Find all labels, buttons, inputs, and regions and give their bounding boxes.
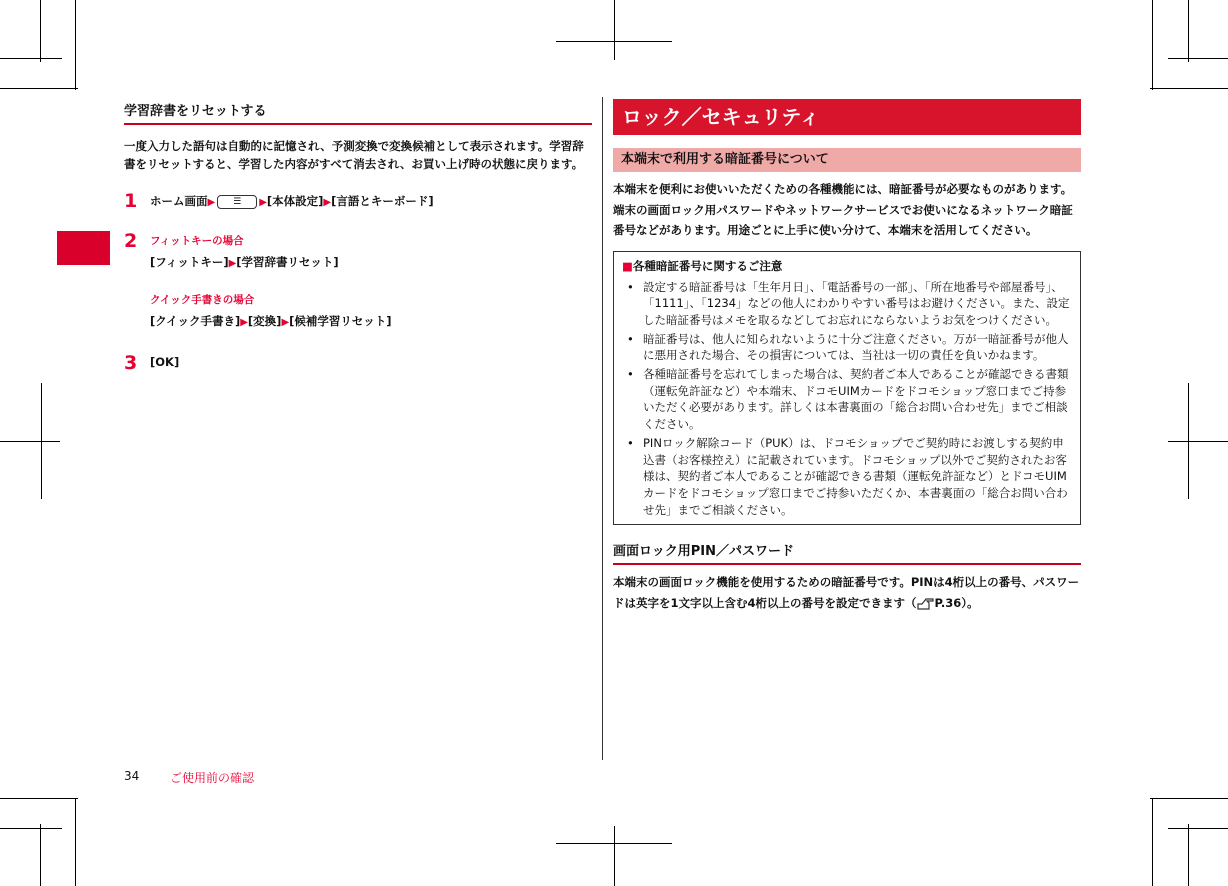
case-instructions (150, 254, 592, 270)
page-number: 34 (124, 769, 140, 783)
arrow-icon: ▶ (240, 317, 248, 328)
registration-mark (1168, 441, 1228, 442)
registration-mark (614, 0, 615, 60)
arrow-icon: ▶ (281, 317, 290, 328)
step-text: [OK] (150, 355, 180, 369)
crop-mark (1150, 798, 1228, 799)
list-item: • PINロック解除コード（PUK）は、ドコモショップでご契約時にお渡しする契約申込書（お客様控え）に記載されています。ドコモショップ以外でご契約されたお客様は、契約者ご本人であることが確認できる書類（運転免許証など）とドコモUIMカードをドコモショップ窓口までご持参いただくか、本書裏面の「総合お問い合わせ先」までご相談ください。 (622, 435, 1072, 519)
step-number: 2 (124, 230, 138, 252)
crop-mark (0, 828, 62, 829)
chapter-title: ロック／セキュリティ (613, 99, 1081, 135)
crop-mark (40, 0, 41, 62)
step-text: [学習辞書リセット] (236, 255, 339, 269)
section-intro: 一度入力した語句は自動的に記憶され、予測変換で変換候補として表示されます。学習辞書をリセットすると、学習した内容がすべて消去され、お買い上げ時の状態に戻ります。 (124, 139, 584, 171)
registration-mark (614, 826, 615, 886)
crop-mark (1188, 824, 1189, 886)
list-item: • 設定する暗証番号は「生年月日」、「電話番号の一部」、「所在地番号や部屋番号」、「1111」、「1234」などの他人にわかりやすい番号はお避けください。また、設定した暗証番号はメモを取るなどしてお忘れにならないようお気をつけください。 (622, 279, 1072, 329)
case-instructions (150, 313, 592, 329)
crop-mark (1188, 0, 1189, 62)
crop-mark (1168, 828, 1228, 829)
step-2 (124, 230, 592, 329)
caution-heading: 各種暗証番号に関するご注意 (632, 258, 783, 273)
left-column (124, 100, 592, 374)
crop-mark (75, 0, 76, 90)
crop-mark (75, 798, 76, 886)
crop-mark (0, 798, 78, 799)
caution-list (622, 279, 1072, 519)
crop-mark (0, 58, 62, 59)
crop-mark (1152, 798, 1153, 886)
step-text: [変換] (247, 314, 282, 328)
reference-hand-icon (917, 597, 935, 610)
column-divider (602, 97, 603, 760)
caution-title (622, 258, 1072, 274)
arrow-icon: ▶ (323, 197, 332, 208)
crop-mark (1152, 0, 1153, 90)
right-column (613, 99, 1081, 613)
section-body (613, 572, 1081, 613)
arrow-icon: ▶ (259, 197, 267, 208)
square-bullet-icon: ■ (622, 258, 633, 273)
arrow-icon: ▶ (207, 197, 216, 208)
subsection-intro: 本端末を便利にお使いいただくための各種機能には、暗証番号が必要なものがあります。端末の画面ロック用パスワードやネットワークサービスでお使いになるネットワーク暗証番号などがあります。用途ごとに上手に使い分けて、本端末を活用してください。 (613, 182, 1073, 237)
step-1 (124, 190, 592, 212)
step-text: [クイック手書き] (150, 314, 241, 328)
crop-mark (1168, 58, 1228, 59)
case-label: クイック手書きの場合 (150, 294, 255, 306)
menu-key-icon: ☰ (217, 195, 257, 209)
list-item: • 暗証番号は、他人に知られないように十分ご注意ください。万が一暗証番号が他人に悪用された場合、その損害については、当社は一切の責任を負いかねます。 (622, 331, 1072, 364)
step-text: [本体設定] (266, 194, 324, 208)
page-reference-link[interactable]: P.36 (934, 595, 962, 610)
arrow-icon: ▶ (228, 258, 237, 269)
crop-mark (40, 824, 41, 886)
step-text: [候補学習リセット] (289, 314, 392, 328)
list-item: • 各種暗証番号を忘れてしまった場合は、契約者ご本人であることが確認できる書類（運転免許証など）や本端末、ドコモUIMカードをドコモショップ窓口までご持参いただく必要があります。詳しくは本書裏面の「総合お問い合わせ先」までご相談ください。 (622, 366, 1072, 433)
section-text: ）。 (961, 595, 979, 610)
section-title: 学習辞書をリセットする (124, 100, 592, 125)
step-3 (124, 352, 592, 374)
registration-mark (0, 441, 60, 442)
step-number: 3 (124, 352, 138, 374)
subsection-title: 本端末で利用する暗証番号について (613, 148, 1081, 172)
step-text: [言語とキーボード] (331, 194, 434, 208)
caution-box (613, 251, 1081, 526)
crop-mark (1150, 88, 1228, 89)
crop-mark (0, 88, 78, 89)
chapter-tab (57, 231, 110, 265)
section-title: 画面ロック用PIN／パスワード (613, 540, 1081, 565)
footer-section: ご使用前の確認 (170, 771, 255, 785)
step-number: 1 (124, 190, 138, 212)
case-label: フィットキーの場合 (150, 235, 244, 247)
section-text: 本端末の画面ロック機能を使用するための暗証番号です。PINは4桁以上の番号、パスワードは英字を1文字以上含む4桁以上の番号を設定できます（ (613, 575, 1080, 610)
step-text: [フィットキー] (150, 255, 229, 269)
step-text: ホーム画面 (150, 194, 208, 208)
